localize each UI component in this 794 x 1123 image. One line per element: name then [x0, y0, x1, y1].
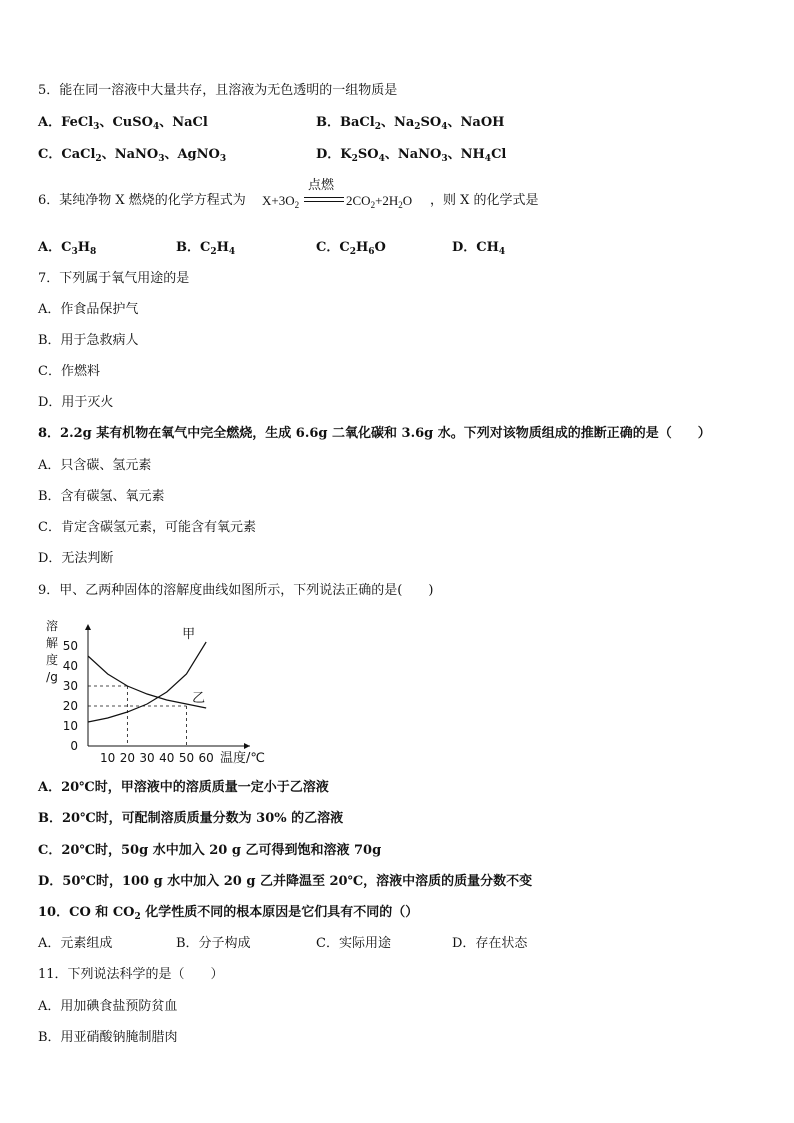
y-tick-label: 0 — [70, 739, 78, 753]
x-axis-arrow — [244, 743, 250, 749]
y-tick-label: 20 — [62, 699, 78, 713]
series-name-乙: 乙 — [192, 691, 206, 706]
q8-option-d: D．无法判断 — [38, 551, 114, 566]
y-axis-label: 解 — [45, 636, 59, 650]
x-tick-label: 10 — [100, 751, 116, 765]
q6-option-c: C．$C_2H_6O$ — [316, 240, 386, 257]
q5-option-c: C．CaCl$_2$、NaNO$_3$、AgNO$_3$ — [38, 147, 227, 164]
y-tick-label: 30 — [62, 679, 78, 693]
q10-option-c: C．实际用途 — [316, 936, 391, 951]
y-tick-label: 50 — [62, 639, 78, 653]
x-tick-label: 50 — [178, 751, 195, 765]
q6-equation-right: $2CO_2+2H_2O$ — [346, 193, 413, 210]
q5-option-b: B．BaCl$_2$、$Na_2SO_4$、NaOH — [316, 115, 505, 132]
q10-option-b: B．分子构成 — [176, 936, 251, 951]
q10-option-a: A．元素组成 — [38, 936, 113, 951]
q11-option-b: B．用亚硝酸钠腌制腊肉 — [38, 1030, 178, 1045]
q6-stem-tail: ，则 X 的化学式是 — [430, 193, 539, 208]
q6-equation-left: $X+3O_2$ — [262, 193, 300, 210]
q6-option-b: B．$C_2H_4$ — [176, 240, 236, 257]
q5-stem: 5．能在同一溶液中大量共存，且溶液为无色透明的一组物质是 — [38, 83, 398, 98]
q10-stem: 10．CO 和 $CO_2$ 化学性质不同的根本原因是它们具有不同的（） — [38, 905, 419, 922]
q6-option-a: A．$C_3H_8$ — [38, 240, 97, 257]
q5-option-d: D．$K_2SO_4$、NaNO$_3$、$NH_4Cl$ — [316, 147, 507, 164]
series-line-乙 — [88, 656, 206, 708]
series-name-甲: 甲 — [182, 627, 196, 642]
q8-stem: 8．2.2g 某有机物在氧气中完全燃烧，生成 6.6g 二氧化碳和 3.6g 水。下列对该物质组成的推断正确的是（ ） — [38, 426, 711, 441]
q9-option-b: B．20℃时，可配制溶质质量分数为 30% 的乙溶液 — [38, 811, 344, 826]
q9-option-a: A．20℃时，甲溶液中的溶质质量一定小于乙溶液 — [38, 780, 329, 795]
q9-option-d: D．50℃时，100 g 水中加入 20 g 乙并降温至 20℃，溶液中溶质的质量分数不变 — [38, 874, 533, 889]
y-axis-label: /g — [46, 670, 58, 684]
q8-option-b: B．含有碳氢、氧元素 — [38, 489, 165, 504]
solubility-chart — [40, 616, 290, 766]
q6-equals-sign — [304, 197, 344, 202]
y-tick-label: 40 — [62, 659, 78, 673]
x-tick-label: 30 — [139, 751, 155, 765]
q6-option-d: D．$CH_4$ — [452, 240, 506, 257]
q6-stem: 6．某纯净物 X 燃烧的化学方程式为 — [38, 193, 246, 208]
q7-option-b: B．用于急救病人 — [38, 333, 139, 348]
q7-stem: 7．下列属于氧气用途的是 — [38, 271, 190, 286]
x-tick-label: 60 — [198, 751, 214, 765]
y-axis-label: 溶 — [45, 619, 59, 633]
series-line-甲 — [88, 642, 206, 722]
q10-option-d: D．存在状态 — [452, 936, 528, 951]
q5-option-a: A．FeCl$_3$、CuSO$_4$、NaCl — [38, 115, 208, 132]
y-axis-arrow — [85, 624, 91, 630]
q8-option-a: A．只含碳、氢元素 — [38, 458, 152, 473]
x-axis-label: 温度/℃ — [220, 751, 265, 766]
q11-stem: 11．下列说法科学的是（ ） — [38, 967, 224, 982]
q7-option-d: D．用于灭火 — [38, 395, 114, 410]
q6-reaction-condition: 点燃 — [308, 178, 335, 193]
y-tick-label: 10 — [62, 719, 78, 733]
q8-option-c: C．肯定含碳氢元素，可能含有氧元素 — [38, 520, 256, 535]
q7-option-a: A．作食品保护气 — [38, 302, 139, 317]
x-tick-label: 20 — [119, 751, 136, 765]
y-axis-label: 度 — [45, 653, 59, 667]
x-tick-label: 40 — [159, 751, 175, 765]
q11-option-a: A．用加碘食盐预防贫血 — [38, 999, 178, 1014]
q7-option-c: C．作燃料 — [38, 364, 100, 379]
q9-stem: 9．甲、乙两种固体的溶解度曲线如图所示，下列说法正确的是( ) — [38, 583, 434, 598]
q9-option-c: C．20℃时，50g 水中加入 20 g 乙可得到饱和溶液 70g — [38, 843, 382, 858]
